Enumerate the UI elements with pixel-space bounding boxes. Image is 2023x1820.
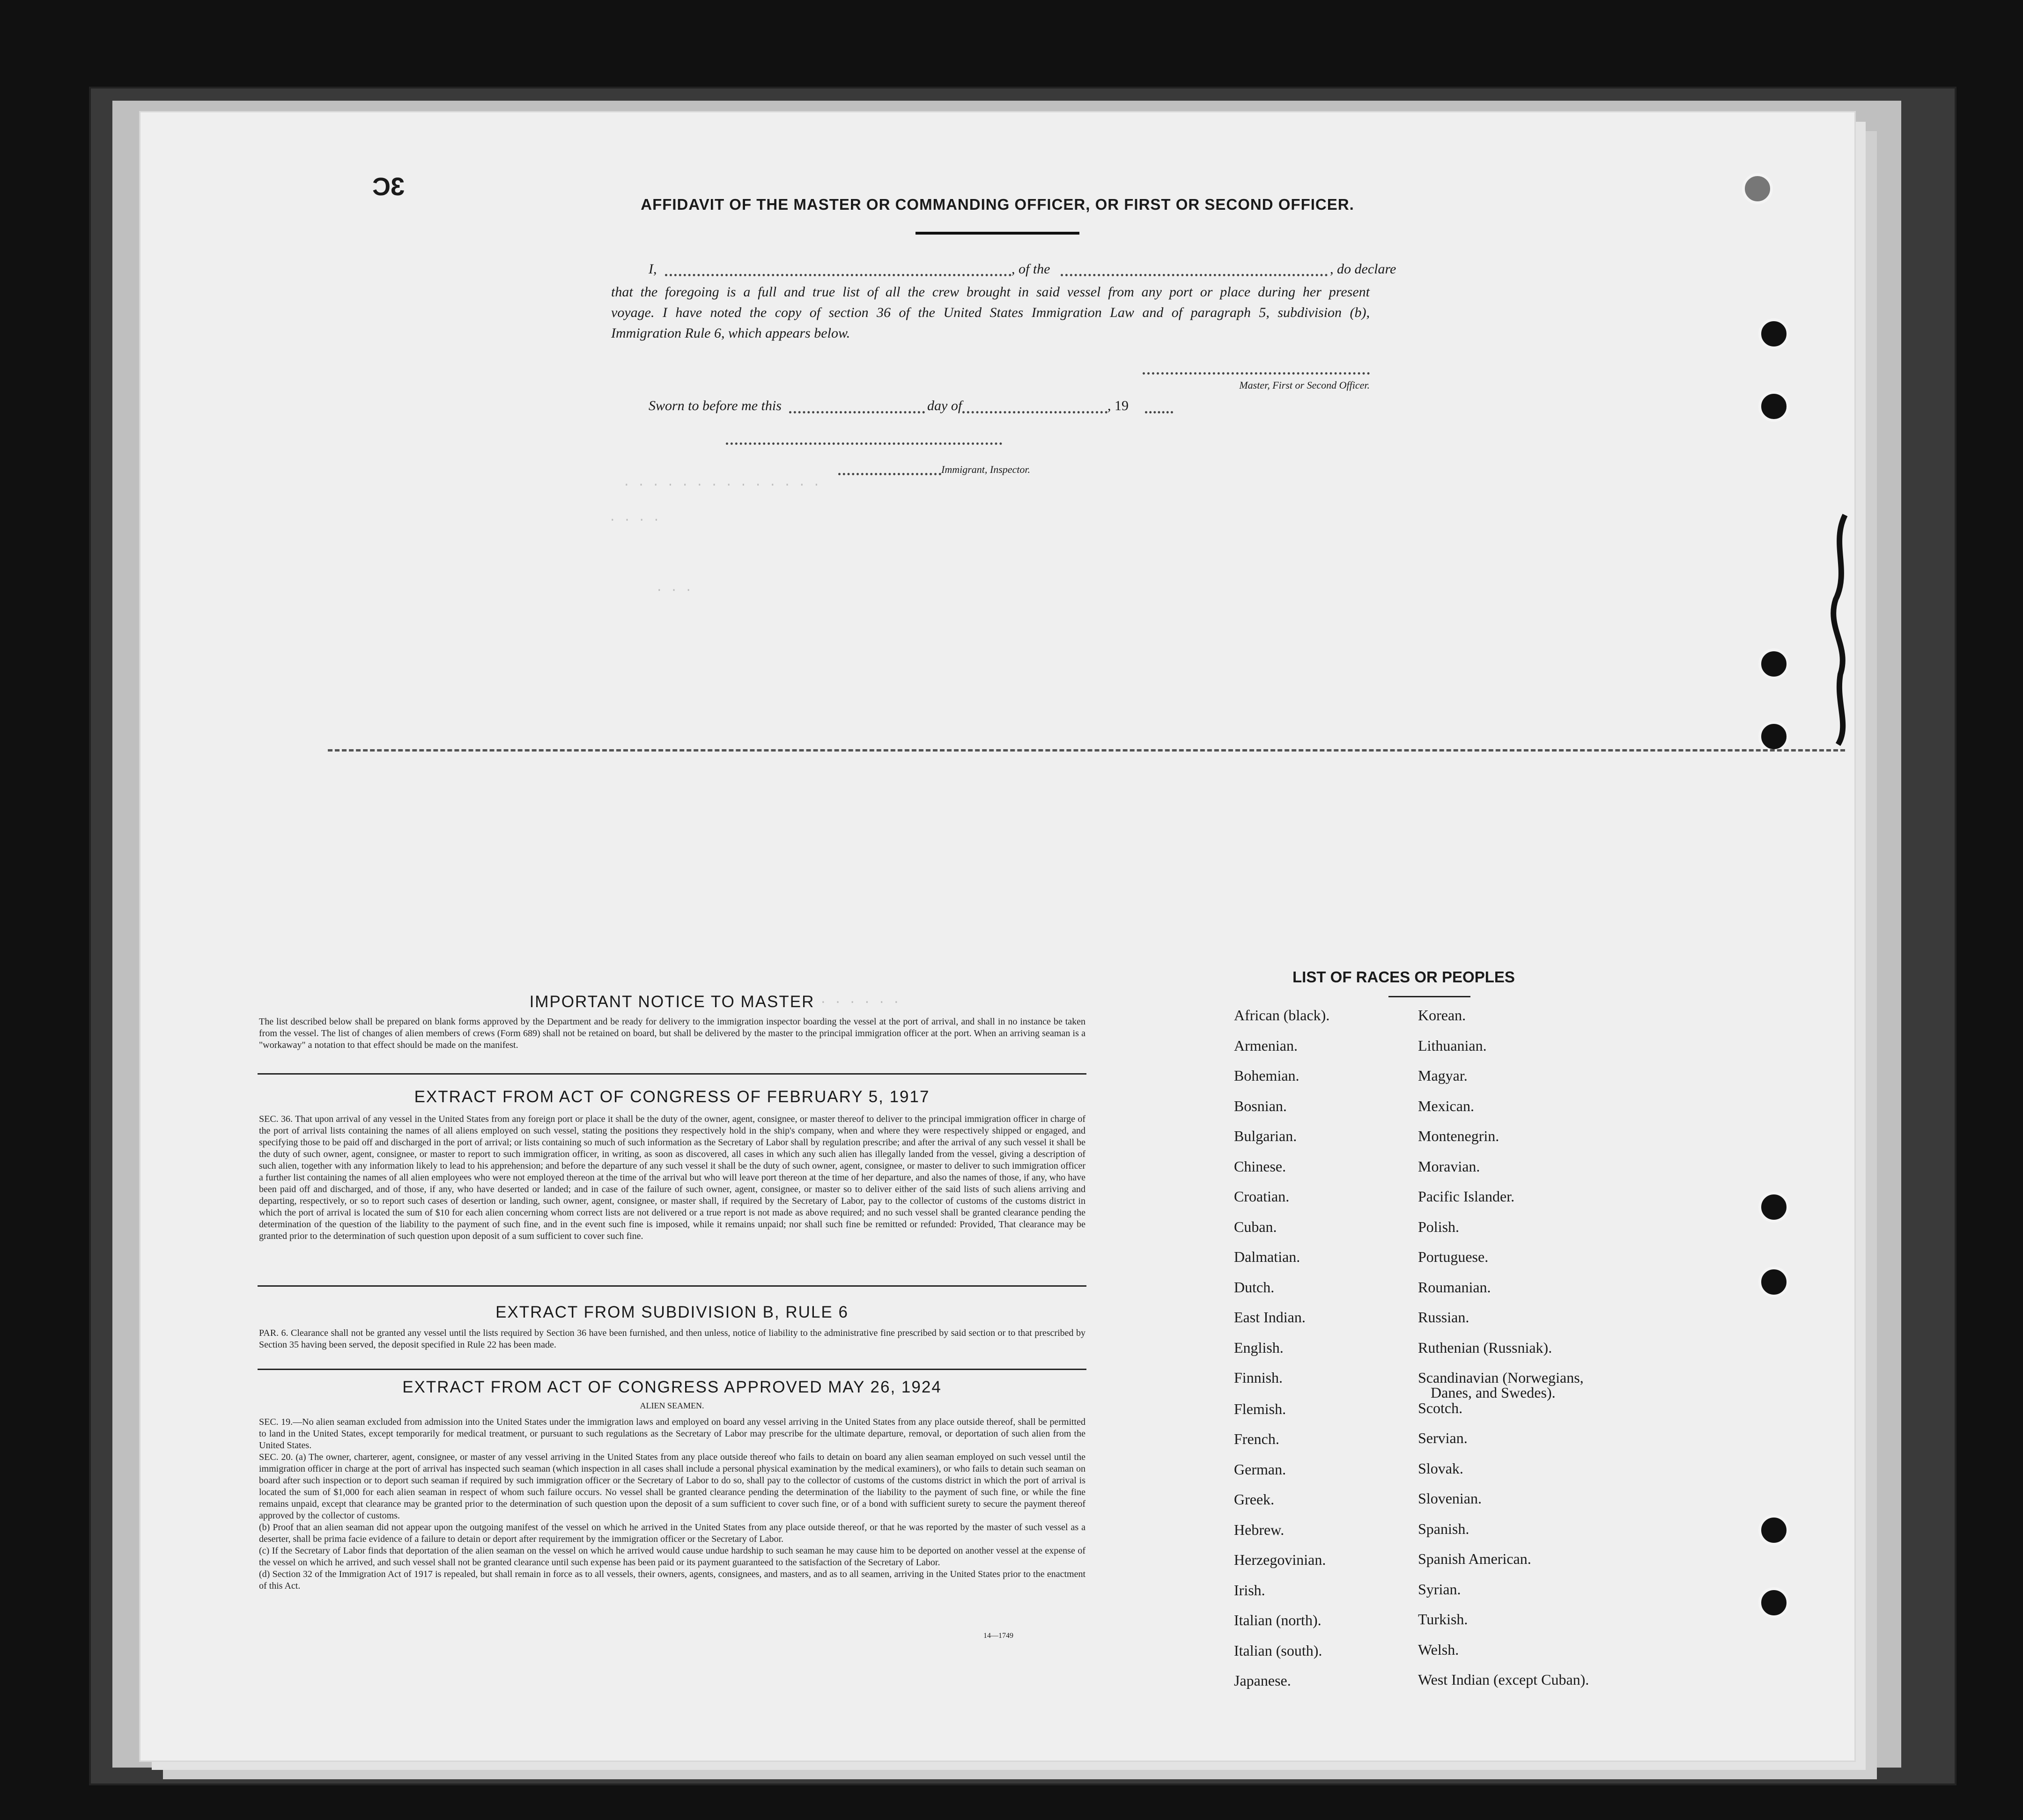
sec-20a-text: SEC. 20. (a) The owner, charterer, agent, consignee, or master of any vessel arriving in the United States from any place outside thereof who fails to detain on board any alien seaman employed on such vessel until the immigration officer in charge at the port of arrival has inspected such seaman (which inspection in all cases shall include a personal physical examination by the medical examiners), or who fails to detain such seaman on board after such inspection or to deport such seaman if required by such immigration officer or the Secretary of Labor to do so, shall pay to the collector of customs of the customs district in which the port of arrival is located the sum of $1,000 for each alien seaman in respect of whom such failure occurs. No vessel shall be granted clearance pending the determination of the liability to the payment of such fine, or while the fine remains unpaid, except that clearance may be granted prior to the determination of such question upon the deposit of a sum sufficient to cover such fine, or of a bond with sufficient surety to secure the payment thereof approved by the collector of customs. [259, 1452, 1085, 1521]
extract-1924-body [259, 1416, 1085, 1592]
notice-title: IMPORTANT NOTICE TO MASTER [529, 993, 815, 1011]
sworn-year-field [1145, 411, 1173, 413]
sworn-month-field [962, 411, 1107, 413]
bleed-through-text: . . . [656, 581, 693, 595]
year-label: , 19 [1107, 398, 1129, 413]
race-left-item: French. [1234, 1430, 1279, 1447]
race-right-item: Korean. [1418, 1007, 1466, 1024]
extract-1917-text: SEC. 36. That upon arrival of any vessel in the United States from any foreign port or place it shall be the duty of the owner, agent, consignee, or master thereof to deliver to the principal immigration officer in charge of the port of arrival lists containing the names of all aliens employed on such vessel, stating the positions they respectively hold in the ship's company, when and where they were respectively shipped or engaged, and specifying those to be paid off and discharged in the port of arrival; or lists containing so much of such information as the Secretary of Labor shall by regulation prescribe; and after the arrival of any such vessel it shall be the duty of such owner, agent, consignee, or master to report to such immigration officer, in writing, as soon as discovered, all cases in which any such alien has illegally landed from the vessel, giving a description of such alien, together with any information likely to lead to his apprehension; and before the departure of any such vessel it shall be the duty of such owner, agent, consignee, or master to deliver to such immigration officer a further list containing the names of all alien employees who were not employed thereon at the time of the arrival but who will leave port thereon at the time of her departure, and also the names of those, if any, who have been paid off and discharged, and of those, if any, who have deserted or landed; and in case of the failure of such owner, agent, consignee, or master so to deliver either of the said lists of such aliens arriving and departing, respectively, or so to report such cases of desertion or landing, such owner, agent, consignee, or master shall, if required by the Secretary of Labor, pay to the collector of customs of the customs district in which the port of arrival is located the sum of $10 for each alien concerning whom correct lists are not delivered or a true report is not made as above required; and no such vessel shall be granted clearance pending the determination of the question of the liability to the payment of such fine, and in the event such fine is imposed, while it remains unpaid; nor shall such fine be remitted or refunded: Provided, That clearance may be granted prior to the determination of such question upon deposit of a sum sufficient to cover such fine. [259, 1114, 1085, 1241]
race-left-item: Chinese. [1234, 1157, 1286, 1175]
affidavit-line-2: that the foregoing is a full and true list of all the crew brought in said vessel from any port or place during her present [611, 284, 1370, 300]
race-left-item: Irish. [1234, 1581, 1265, 1599]
race-left-item: Finnish. [1234, 1369, 1283, 1386]
affidavit-declare-label: , do declare [1330, 261, 1396, 277]
vessel-blank-field [1061, 274, 1328, 276]
race-right-item: Turkish. [1418, 1611, 1468, 1628]
affidavit-line-3: voyage. I have noted the copy of section 36 of the United States Immigration Law and of paragraph 5, subdivision (b), [611, 305, 1370, 320]
race-left-item: English. [1234, 1339, 1284, 1356]
sec-20d-text: (d) Section 32 of the Immigration Act of 1917 is repealed, but shall remain in force as to all vessels, their owners, agents, consignees, and masters, and as to all seamen, arriving in the United States prior to the enactment of this Act. [259, 1569, 1085, 1591]
race-right-item: Danes, and Swedes). [1431, 1384, 1556, 1401]
race-right-item: Polish. [1418, 1218, 1460, 1235]
document-page [140, 112, 1854, 1761]
race-right-item: Mexican. [1418, 1097, 1474, 1114]
affidavit-title: AFFIDAVIT OF THE MASTER OR COMMANDING OFFICER, OR FIRST OR SECOND OFFICER. [641, 196, 1354, 213]
handwritten-eight-mark [1826, 506, 1854, 749]
race-left-item: Hebrew. [1234, 1521, 1285, 1538]
race-right-item: Pacific Islander. [1418, 1188, 1515, 1205]
bleed-through-text: . . . . [609, 510, 660, 524]
race-left-item: Bohemian. [1234, 1067, 1299, 1084]
inspector-lead-field [838, 473, 941, 475]
race-left-item: Armenian. [1234, 1037, 1298, 1054]
race-left-item: Italian (north). [1234, 1612, 1322, 1628]
punch-hole [1758, 1587, 1789, 1618]
affidavit-of-the-label: , of the [1012, 261, 1050, 277]
notice-text: The list described below shall be prepared on blank forms approved by the Department and be ready for delivery to the immigration inspector boarding the vessel at the port of arrival, and shall in no instance be taken from the vessel. The list of changes of alien members of crews (Form 689) shall not be retained on board, but shall be delivered by the master to the principal immigration officer at the port. When an arriving seaman is a "workaway" a notation to that effect should be made on the manifest. [259, 1017, 1085, 1050]
inspector-caption: Immigrant, Inspector. [941, 464, 1031, 475]
race-right-item: Montenegrin. [1418, 1127, 1499, 1144]
day-of-label: day of [927, 398, 962, 413]
extract-1917-title: EXTRACT FROM ACT OF CONGRESS OF FEBRUARY 5, 1917 [414, 1088, 930, 1106]
affidavit-i-label: I, [649, 261, 657, 277]
punch-hole [1758, 391, 1789, 422]
punch-hole [1758, 1515, 1789, 1546]
race-right-item: Scandinavian (Norwegians, [1418, 1369, 1584, 1386]
race-left-item: Croatian. [1234, 1188, 1290, 1205]
race-right-item: Slovenian. [1418, 1490, 1482, 1507]
race-right-item: Syrian. [1418, 1580, 1461, 1598]
rule6-title: EXTRACT FROM SUBDIVISION B, RULE 6 [495, 1303, 849, 1321]
race-left-item: African (black). [1234, 1007, 1330, 1024]
inspector-signature-field [726, 442, 1002, 445]
race-right-item: West Indian (except Cuban). [1418, 1671, 1589, 1688]
race-right-item: Roumanian. [1418, 1278, 1491, 1296]
race-left-item: Bosnian. [1234, 1097, 1287, 1114]
bleed-through-text: . . . . . . . . . . . . . . [623, 475, 820, 489]
punch-hole [1758, 1192, 1789, 1223]
race-right-item: Servian. [1418, 1429, 1468, 1446]
affidavit-line-4: Immigration Rule 6, which appears below. [611, 325, 850, 341]
race-left-item: Cuban. [1234, 1218, 1277, 1235]
race-right-item: Welsh. [1418, 1641, 1459, 1658]
race-right-item: Moravian. [1418, 1157, 1480, 1175]
race-right-item: Ruthenian (Russniak). [1418, 1339, 1552, 1356]
rule6-text: PAR. 6. Clearance shall not be granted any vessel until the lists required by Section 36 have been furnished, and then unless, notice of liability to the administrative fine prescribed by said section or to that prescribed by Section 35 having been served, the deposit specified in Rule 22 has been made. [259, 1328, 1085, 1350]
sec-20b-text: (b) Proof that an alien seaman did not appear upon the outgoing manifest of the vessel on which he arrived in the United States from any place outside thereof, or that he was reported by the master of such vessel as a deserter, shall be prima facie evidence of a failure to detain or deport after requirement by the immigration officer or the Secretary of Labor. [259, 1522, 1085, 1544]
race-right-item: Scotch. [1418, 1399, 1463, 1416]
sec-19-text: SEC. 19.—No alien seaman excluded from admission into the United States under the immigration laws and employed on board any vessel arriving in the United States from any place outside thereof, shall be permitted to land in the United States, except temporarily for medical treatment, or pursuant to such regulations as the Secretary of Labor may prescribe for the ultimate departure, removal, or deportation of such alien from the United States. [259, 1417, 1085, 1451]
race-left-item: East Indian. [1234, 1309, 1306, 1326]
race-left-item: Dutch. [1234, 1278, 1275, 1296]
race-left-item: Flemish. [1234, 1400, 1286, 1417]
punch-hole [1758, 648, 1789, 679]
signature-caption: Master, First or Second Officer. [1239, 379, 1370, 391]
sworn-label: Sworn to before me this [649, 398, 782, 413]
race-left-item: German. [1234, 1460, 1286, 1478]
race-left-item: Greek. [1234, 1491, 1275, 1508]
extract-1924-subtitle: ALIEN SEAMEN. [640, 1401, 704, 1410]
bleed-through-text: . . . . . . [820, 993, 900, 1007]
extract-1924-title: EXTRACT FROM ACT OF CONGRESS APPROVED MAY 26, 1924 [402, 1378, 942, 1396]
race-left-item: Italian (south). [1234, 1642, 1322, 1659]
punch-hole [1758, 721, 1789, 752]
race-left-item: Herzegovinian. [1234, 1551, 1326, 1568]
race-left-item: Japanese. [1234, 1672, 1291, 1689]
corner-mark: 3C [372, 173, 405, 201]
title-underline [916, 232, 1079, 235]
sec-20c-text: (c) If the Secretary of Labor finds that deportation of the alien seaman on the vessel on which he arrived would cause undue hardship to such seaman he may cause him to be deported on another vessel at the expense of the vessel on which he arrived, and such vessel shall not be granted clearance until such expense has been paid or its payment guaranteed to the satisfaction of the Secretary of Labor. [259, 1546, 1085, 1568]
race-right-item: Slovak. [1418, 1459, 1463, 1477]
race-right-item: Spanish American. [1418, 1550, 1531, 1567]
sworn-day-field [789, 411, 925, 413]
divider [258, 1285, 1086, 1287]
race-right-item: Russian. [1418, 1309, 1469, 1326]
form-number: 14—1749 [983, 1632, 1013, 1640]
affidavit-body [611, 282, 1370, 344]
dashed-separator [328, 749, 1845, 752]
punch-hole [1758, 318, 1789, 349]
races-title-underline [1388, 996, 1470, 997]
divider [258, 1369, 1086, 1370]
punch-hole [1758, 1267, 1789, 1297]
race-right-item: Magyar. [1418, 1067, 1468, 1084]
races-title: LIST OF RACES OR PEOPLES [1292, 968, 1515, 986]
race-right-item: Portuguese. [1418, 1248, 1489, 1265]
race-left-item: Dalmatian. [1234, 1248, 1300, 1265]
signature-blank-field [1143, 372, 1370, 375]
race-right-item: Spanish. [1418, 1520, 1469, 1537]
race-left-item: Bulgarian. [1234, 1127, 1297, 1144]
divider [258, 1073, 1086, 1075]
name-blank-field [665, 274, 1012, 276]
race-right-item: Lithuanian. [1418, 1037, 1487, 1054]
